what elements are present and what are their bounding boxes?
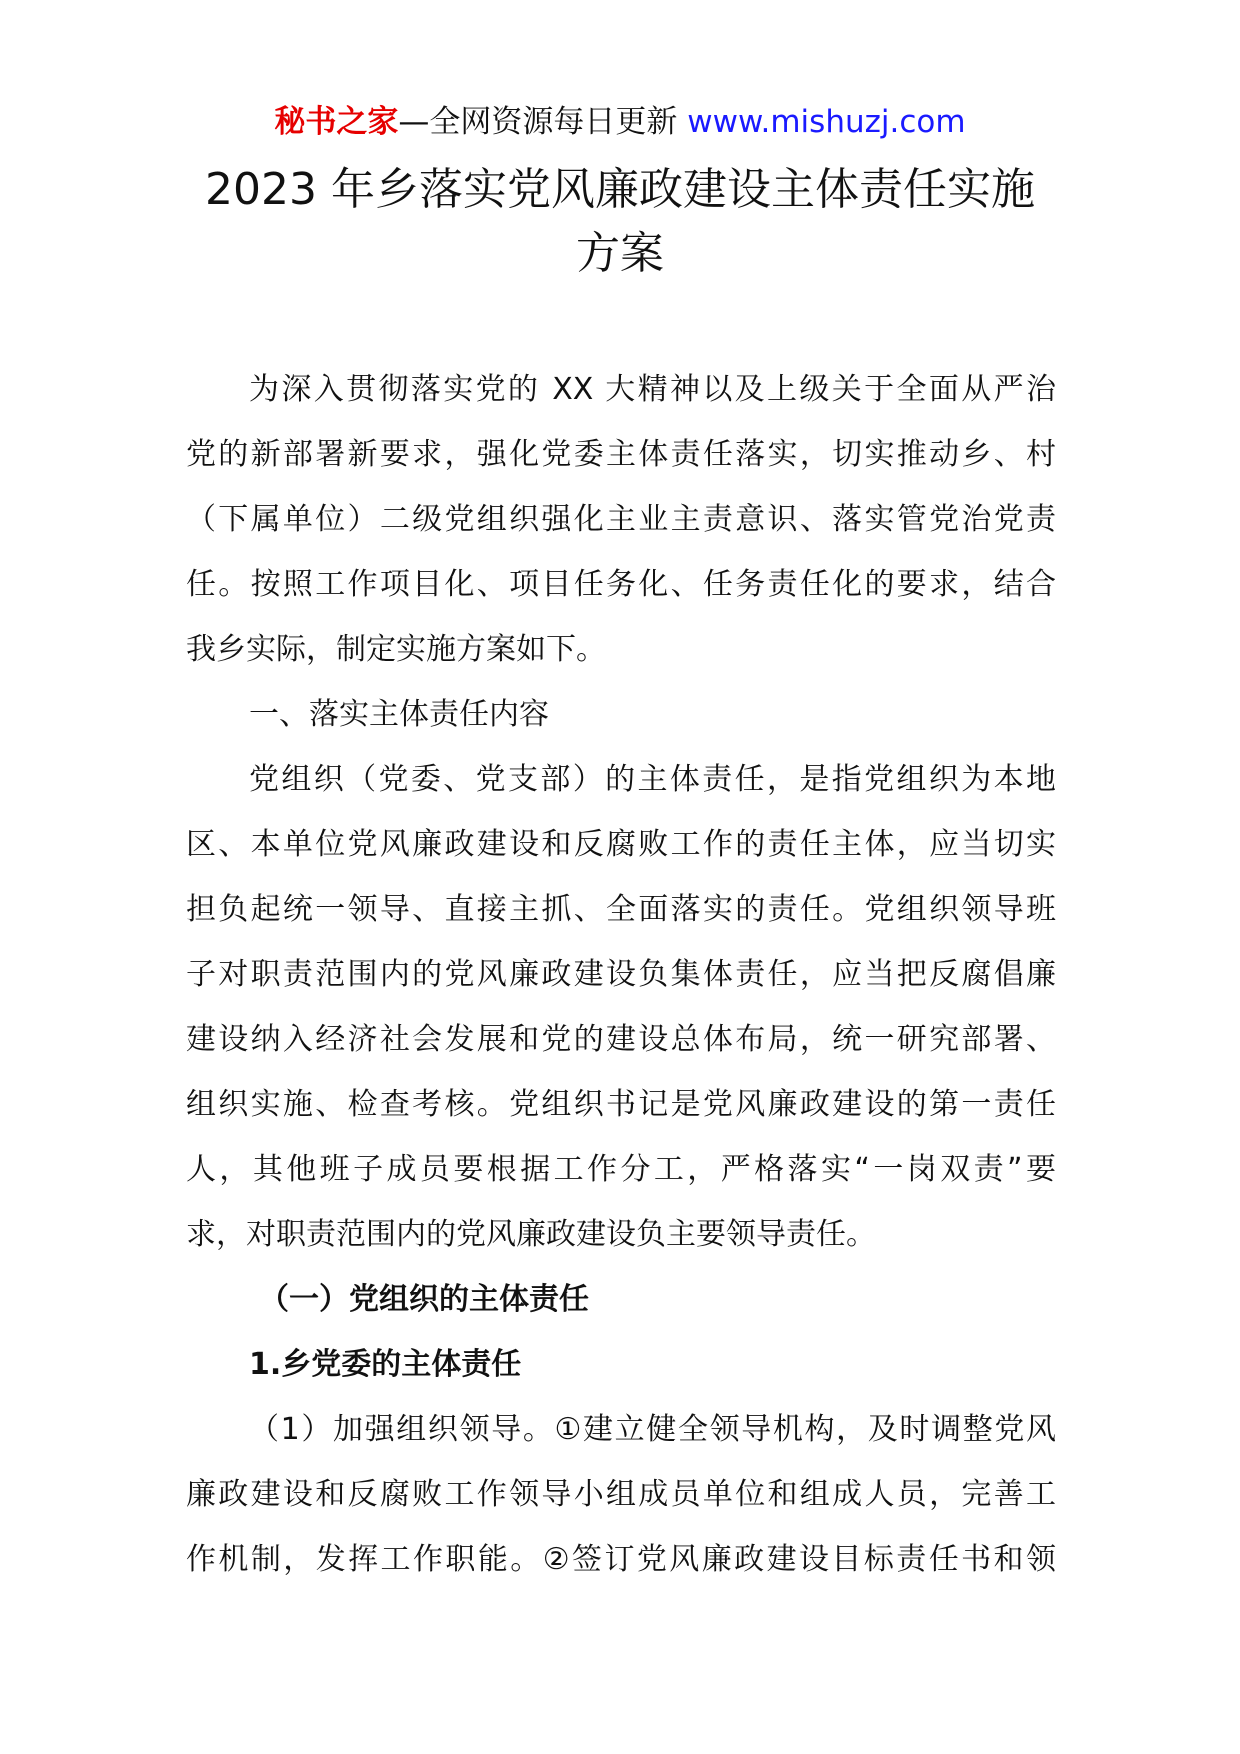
- paragraph-1-line: 为深入贯彻落实党的 XX 大精神以及上级关于全面从严治: [249, 372, 1056, 407]
- document-body: [186, 357, 1056, 1592]
- paragraph-1-line: 任。按照工作项目化、项目任务化、任务责任化的要求，结合: [186, 567, 1056, 602]
- paragraph-1-line: （下属单位）二级党组织强化主业主责意识、落实管党治党责: [186, 502, 1056, 537]
- subheading-party-org-responsibility: （一）党组织的主体责任: [259, 1282, 589, 1317]
- section-1-heading: 一、落实主体责任内容: [249, 697, 549, 732]
- paragraph-2-line: 人，其他班子成员要根据工作分工，严格落实“一岗双责”要: [186, 1152, 1056, 1187]
- paragraph-2-line: 子对职责范围内的党风廉政建设负集体责任，应当把反腐倡廉: [186, 957, 1056, 992]
- banner-brand: 秘书之家: [274, 104, 399, 140]
- paragraph-1-line: 党的新部署新要求，强化党委主体责任落实，切实推动乡、村: [186, 437, 1056, 472]
- paragraph-1-line: 我乡实际，制定实施方案如下。: [186, 632, 606, 667]
- banner-tagline: —全网资源每日更新: [398, 104, 688, 140]
- banner-site-url[interactable]: www.mishuzj.com: [687, 104, 966, 140]
- paragraph-2-line: 求，对职责范围内的党风廉政建设负主要领导责任。: [186, 1217, 876, 1252]
- paragraph-2-line: 党组织（党委、党支部）的主体责任，是指党组织为本地: [249, 762, 1056, 797]
- paragraph-2-line: 组织实施、检查考核。党组织书记是党风廉政建设的第一责任: [186, 1087, 1056, 1122]
- document-title: [180, 158, 1060, 286]
- paragraph-2-line: 担负起统一领导、直接主抓、全面落实的责任。党组织领导班: [186, 892, 1056, 927]
- paragraph-3-line: 廉政建设和反腐败工作领导小组成员单位和组成人员，完善工: [186, 1477, 1056, 1512]
- subheading-township-committee: 1.乡党委的主体责任: [249, 1347, 522, 1382]
- site-banner: [0, 100, 1240, 144]
- paragraph-3-line: （1）加强组织领导。①建立健全领导机构，及时调整党风: [249, 1412, 1056, 1447]
- title-line-1: 2023 年乡落实党风廉政建设主体责任实施: [205, 164, 1035, 215]
- title-line-2: 方案: [576, 228, 664, 279]
- paragraph-2-line: 区、本单位党风廉政建设和反腐败工作的责任主体，应当切实: [186, 827, 1056, 862]
- paragraph-3-line: 作机制，发挥工作职能。②签订党风廉政建设目标责任书和领: [186, 1542, 1056, 1577]
- paragraph-2-line: 建设纳入经济社会发展和党的建设总体布局，统一研究部署、: [186, 1022, 1056, 1057]
